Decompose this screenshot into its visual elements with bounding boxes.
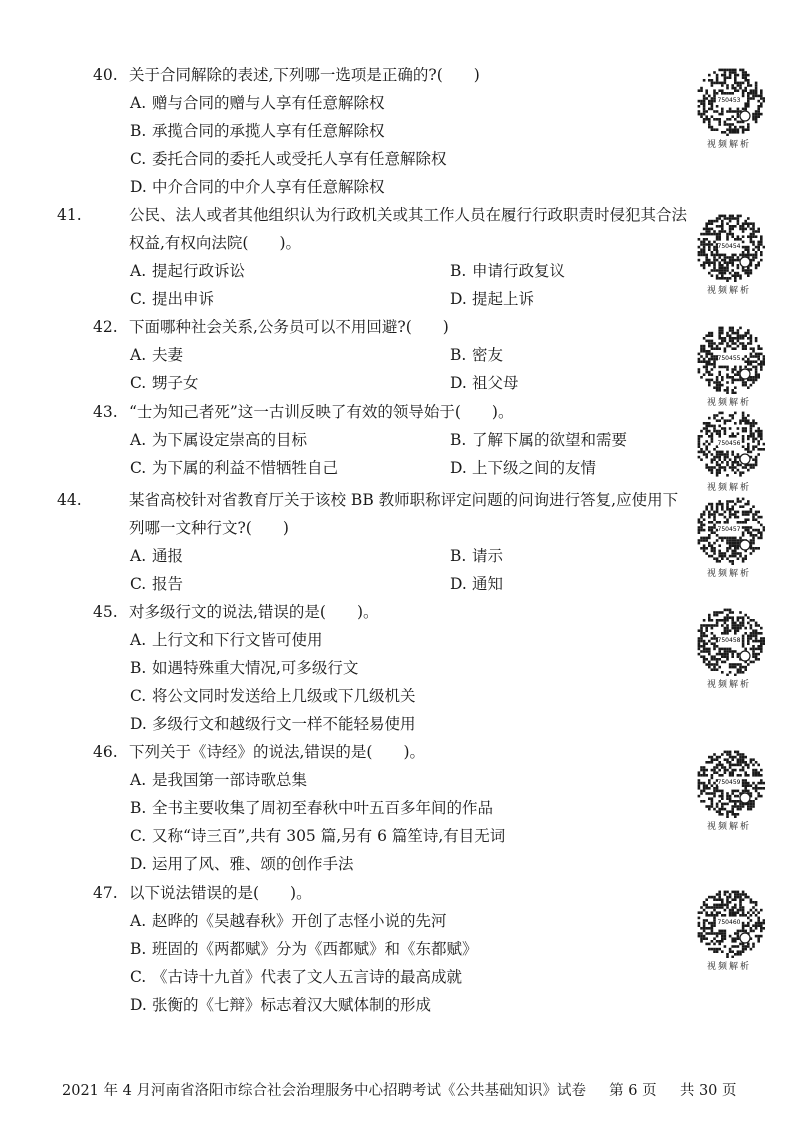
question-number: 44. xyxy=(57,491,82,509)
option-b: B. 了解下属的欲望和需要 xyxy=(450,431,628,449)
option-c: C. 为下属的利益不惜牺牲自己 xyxy=(130,459,339,477)
qr-code-icon xyxy=(693,210,765,282)
qr-code-icon xyxy=(693,604,765,676)
page-number: 第 6 页 xyxy=(609,1083,657,1099)
qr-code-icon xyxy=(693,407,765,479)
video-qr-code[interactable] xyxy=(693,604,765,690)
svg-text:750455: 750455 xyxy=(717,355,741,362)
question-46 xyxy=(93,738,693,878)
video-qr-code[interactable] xyxy=(693,886,765,972)
option-c: C. 甥子女 xyxy=(130,374,199,392)
video-caption: 视频解析 xyxy=(706,398,751,408)
question-number: 45. xyxy=(93,603,118,621)
option-d: D. 中介合同的中介人享有任意解除权 xyxy=(130,178,385,196)
option-b: B. 承揽合同的承揽人享有任意解除权 xyxy=(130,122,385,140)
option-c: C. 提出申诉 xyxy=(130,290,215,308)
option-b: B. 班固的《两都赋》分为《西都赋》和《东都赋》 xyxy=(130,940,478,958)
option-d: D. 多级行文和越级行文一样不能轻易使用 xyxy=(130,715,416,733)
question-47 xyxy=(93,879,693,1019)
question-43 xyxy=(93,398,693,482)
question-stem: 某省高校针对省教育厅关于该校 BB 教师职称评定问题的问询进行答复,应使用下列哪一文种行文?( ) xyxy=(129,491,679,537)
question-number: 40. xyxy=(93,66,118,84)
question-stem: 下列关于《诗经》的说法,错误的是( )。 xyxy=(129,743,426,761)
video-qr-code[interactable] xyxy=(693,64,765,150)
qr-code-icon xyxy=(693,493,765,565)
option-a: A. 是我国第一部诗歌总集 xyxy=(130,771,308,789)
question-stem: 下面哪种社会关系,公务员可以不用回避?( ) xyxy=(129,318,449,336)
qr-code-icon xyxy=(693,886,765,958)
video-qr-code[interactable] xyxy=(693,322,765,408)
option-d: D. 通知 xyxy=(450,575,504,593)
question-stem: 关于合同解除的表述,下列哪一选项是正确的?( ) xyxy=(129,66,480,84)
page-total: 共 30 页 xyxy=(679,1083,737,1099)
question-44 xyxy=(57,486,693,598)
question-stem: 对多级行文的说法,错误的是( )。 xyxy=(129,603,379,621)
question-number: 43. xyxy=(93,403,118,421)
option-d: D. 运用了风、雅、颂的创作手法 xyxy=(130,855,354,873)
option-a: A. 上行文和下行文皆可使用 xyxy=(130,631,323,649)
option-b: B. 请示 xyxy=(450,547,504,565)
question-number: 41. xyxy=(57,206,82,224)
svg-text:750453: 750453 xyxy=(717,97,741,104)
option-a: A. 赠与合同的赠与人享有任意解除权 xyxy=(130,94,385,112)
option-a: A. 赵晔的《吴越春秋》开创了志怪小说的先河 xyxy=(130,912,447,930)
svg-text:750460: 750460 xyxy=(717,919,741,926)
question-42 xyxy=(93,313,693,397)
video-caption: 视频解析 xyxy=(706,569,751,579)
option-c: C. 又称“诗三百”,共有 305 篇,另有 6 篇笙诗,有目无词 xyxy=(130,827,506,845)
video-qr-code[interactable] xyxy=(693,746,765,832)
option-d: D. 提起上诉 xyxy=(450,290,535,308)
question-stem: “士为知己者死”这一古训反映了有效的领导始于( )。 xyxy=(129,403,514,421)
qr-code-icon xyxy=(693,322,765,394)
option-a: A. 提起行政诉讼 xyxy=(130,262,246,280)
option-b: B. 全书主要收集了周初至春秋中叶五百多年间的作品 xyxy=(130,799,494,817)
question-stem: 公民、法人或者其他组织认为行政机关或其工作人员在履行行政职责时侵犯其合法权益,有权向法院( )。 xyxy=(129,206,688,252)
question-stem: 以下说法错误的是( )。 xyxy=(129,884,312,902)
option-d: D. 祖父母 xyxy=(450,374,519,392)
option-d: D. 张衡的《七辩》标志着汉大赋体制的形成 xyxy=(130,996,432,1014)
video-caption: 视频解析 xyxy=(706,962,751,972)
page-footer xyxy=(62,1079,792,1100)
video-caption: 视频解析 xyxy=(706,822,751,832)
video-qr-code[interactable] xyxy=(693,493,765,579)
option-a: A. 通报 xyxy=(130,547,184,565)
question-number: 46. xyxy=(93,743,118,761)
question-40 xyxy=(93,61,693,201)
option-b: B. 如遇特殊重大情况,可多级行文 xyxy=(130,659,359,677)
option-b: B. 密友 xyxy=(450,346,504,364)
video-caption: 视频解析 xyxy=(706,483,751,493)
svg-text:750457: 750457 xyxy=(717,526,741,533)
question-number: 42. xyxy=(93,318,118,336)
svg-text:750458: 750458 xyxy=(717,637,741,644)
option-a: A. 为下属设定崇高的目标 xyxy=(130,431,308,449)
video-caption: 视频解析 xyxy=(706,286,751,296)
exam-title: 2021 年 4 月河南省洛阳市综合社会治理服务中心招聘考试《公共基础知识》试卷 xyxy=(62,1083,586,1099)
question-45 xyxy=(93,598,693,738)
svg-text:750459: 750459 xyxy=(717,779,741,786)
video-caption: 视频解析 xyxy=(706,140,751,150)
video-qr-code[interactable] xyxy=(693,210,765,296)
option-a: A. 夫妻 xyxy=(130,346,184,364)
option-c: C. 将公文同时发送给上几级或下几级机关 xyxy=(130,687,416,705)
option-c: C. 报告 xyxy=(130,575,184,593)
svg-text:750456: 750456 xyxy=(717,440,741,447)
svg-text:750454: 750454 xyxy=(717,243,741,250)
option-b: B. 申请行政复议 xyxy=(450,262,566,280)
option-c: C. 委托合同的委托人或受托人享有任意解除权 xyxy=(130,150,447,168)
question-41 xyxy=(57,201,693,313)
video-qr-code[interactable] xyxy=(693,407,765,493)
qr-code-icon xyxy=(693,746,765,818)
option-d: D. 上下级之间的友情 xyxy=(450,459,597,477)
option-c: C. 《古诗十九首》代表了文人五言诗的最高成就 xyxy=(130,968,463,986)
qr-code-icon xyxy=(693,64,765,136)
video-caption: 视频解析 xyxy=(706,680,751,690)
question-number: 47. xyxy=(93,884,118,902)
